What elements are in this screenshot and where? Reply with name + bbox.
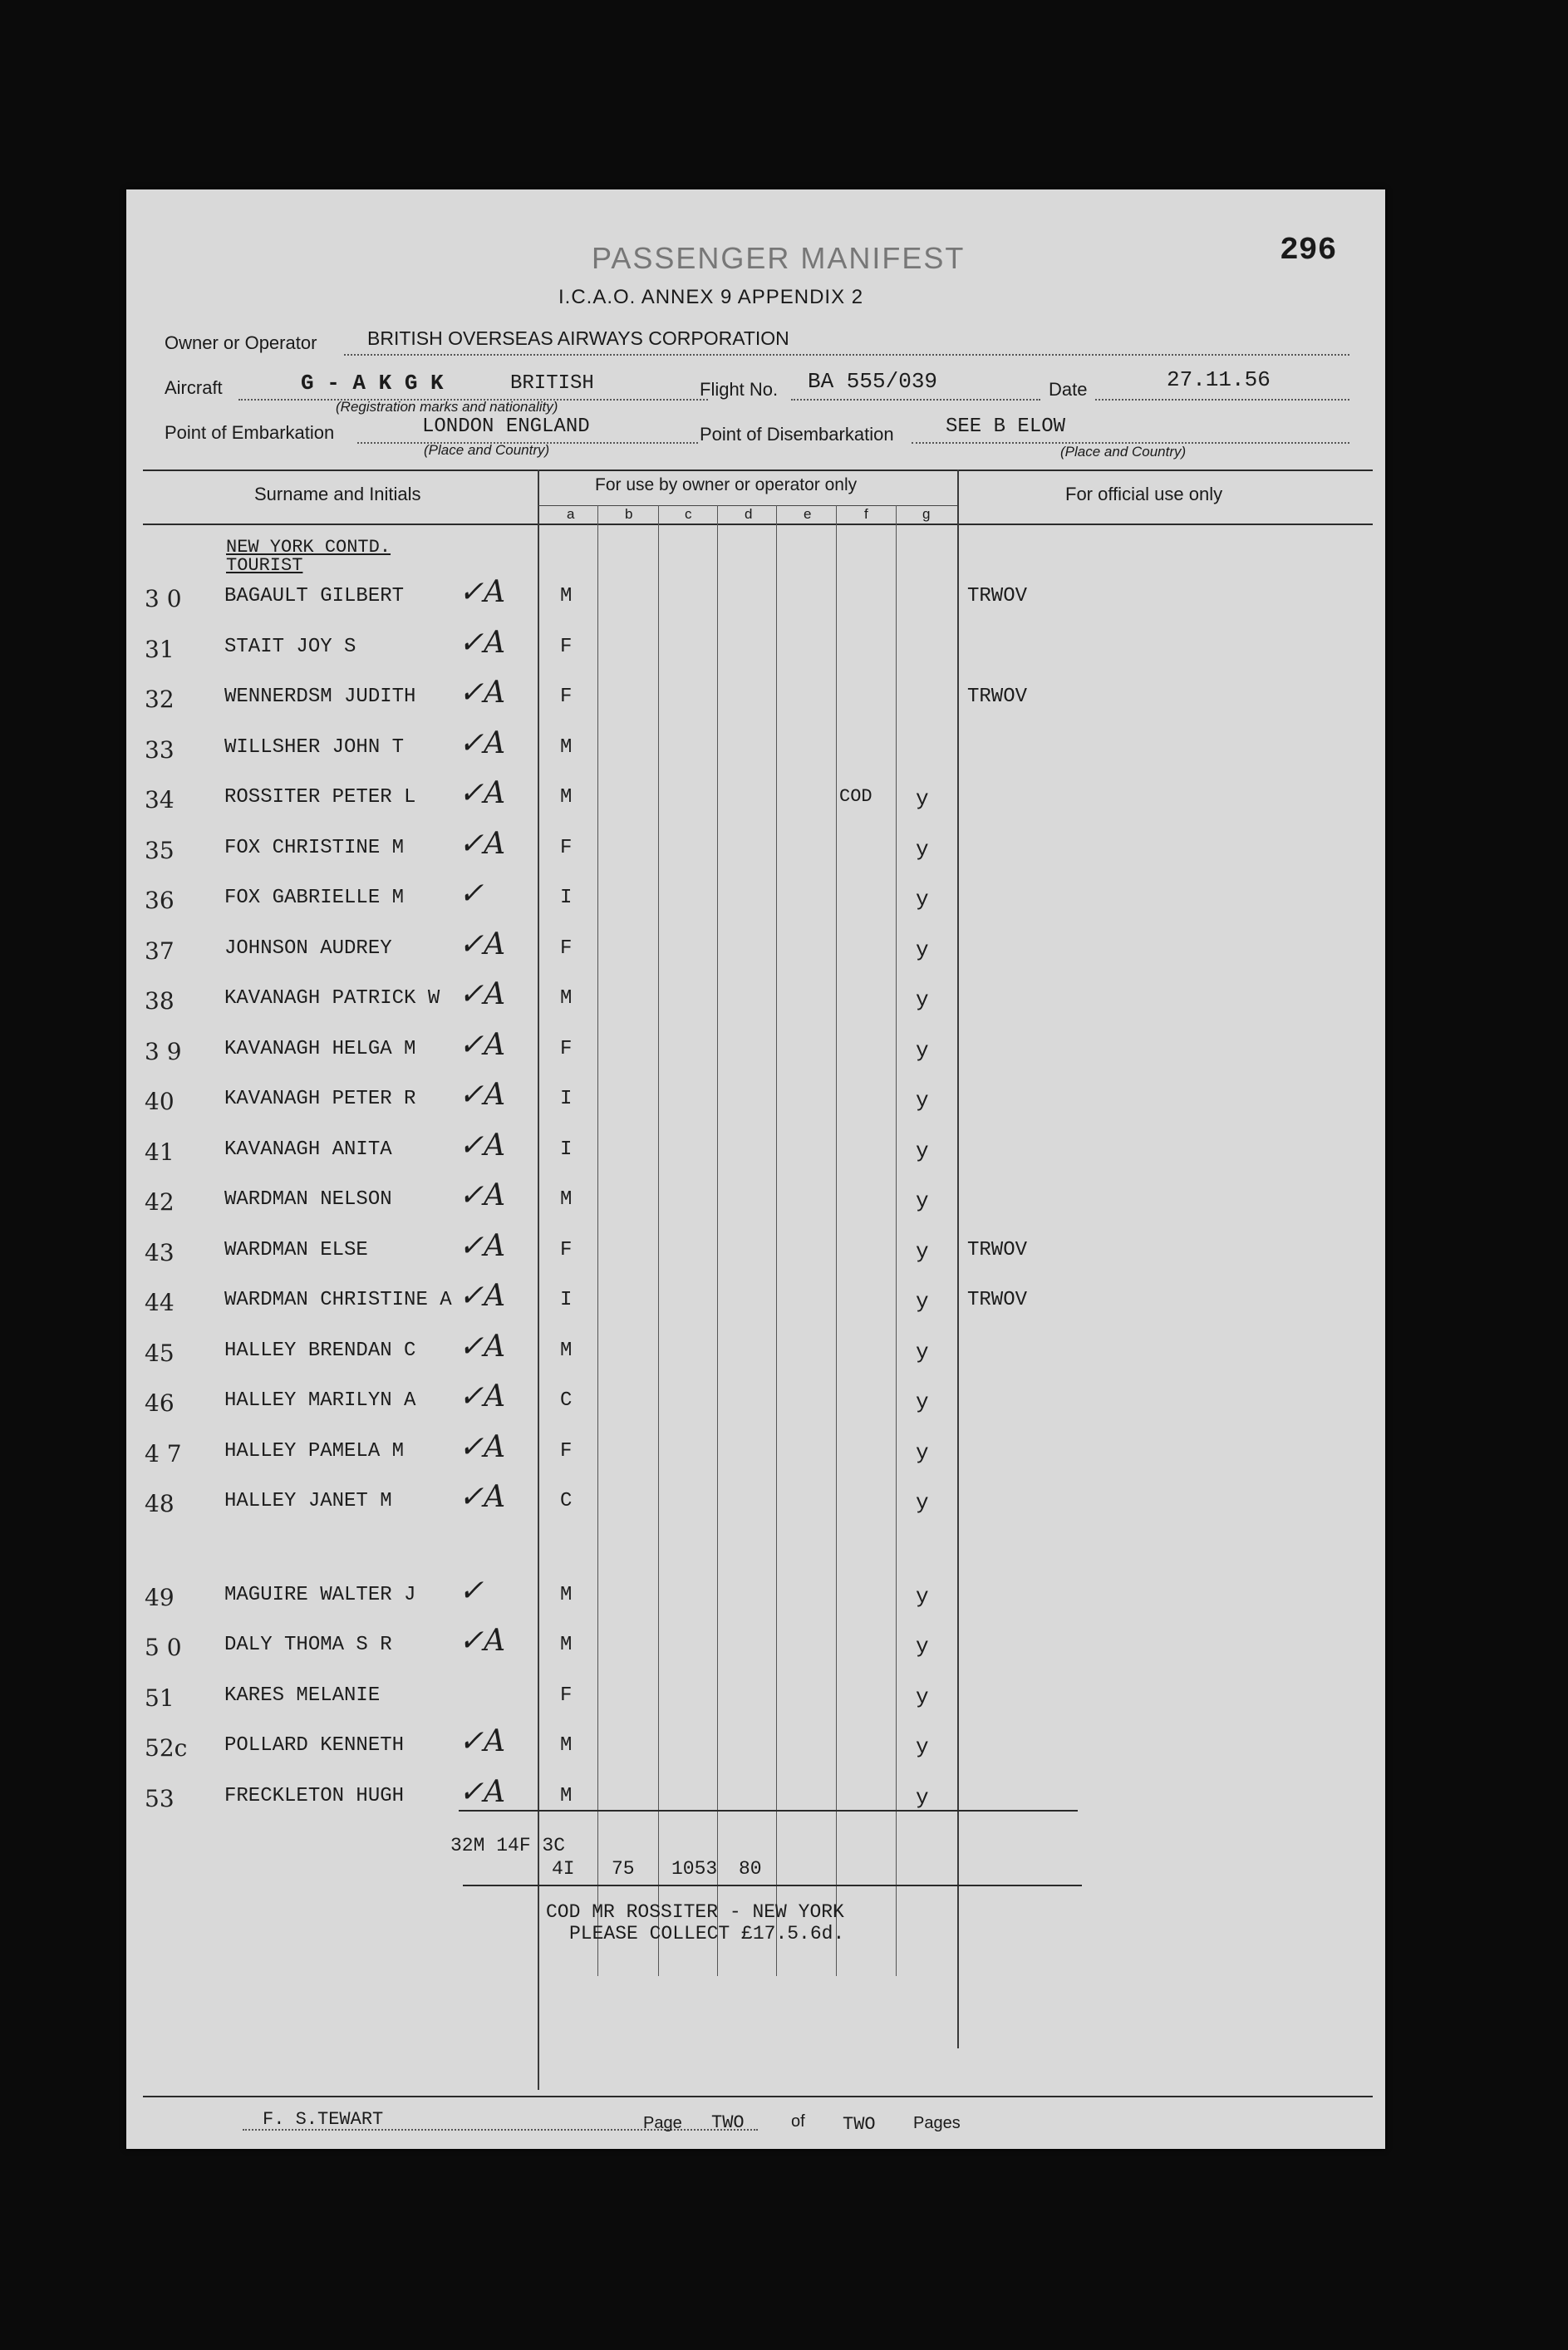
row-number: 3 0	[145, 585, 182, 612]
embark-value: LONDON ENGLAND	[422, 415, 590, 438]
sex-code: M	[560, 585, 573, 607]
row-number: 38	[145, 987, 174, 1015]
pages-label: Pages	[913, 2114, 961, 2132]
cod-marker: COD	[839, 786, 872, 807]
row-number: 52c	[145, 1734, 188, 1762]
sex-code: M	[560, 735, 573, 759]
col-g-mark: y	[916, 1784, 929, 1810]
page-number: 296	[1280, 233, 1337, 268]
passenger-name: KAVANAGH HELGA M	[224, 1037, 416, 1060]
of-label: of	[791, 2112, 805, 2131]
passenger-name: WARDMAN NELSON	[224, 1188, 392, 1211]
verification-tick: ✓A	[459, 676, 506, 710]
table-row	[126, 927, 1373, 974]
sex-code: M	[560, 786, 573, 809]
table-row	[126, 1329, 1373, 1376]
verification-tick: ✓A	[459, 1178, 506, 1212]
row-number: 5 0	[145, 1634, 182, 1661]
col-g-mark: y	[916, 1439, 929, 1465]
table-row	[126, 1429, 1373, 1477]
row-number: 32	[145, 686, 174, 713]
embark-caption: (Place and Country)	[424, 442, 550, 458]
sex-code: F	[560, 836, 573, 859]
passenger-name: KAVANAGH PATRICK W	[224, 987, 440, 1010]
note-line1: COD MR ROSSITER - NEW YORK	[546, 1901, 844, 1923]
table-row	[126, 575, 1373, 622]
col-g-mark: y	[916, 1634, 929, 1659]
totals-line1: 32M 14F 3C	[450, 1835, 566, 1856]
official-mark: TRWOV	[967, 585, 1028, 607]
disembark-caption: (Place and Country)	[1060, 444, 1187, 460]
manifest-title: PASSENGER MANIFEST	[592, 241, 966, 275]
manifest-subtitle: I.C.A.O. ANNEX 9 APPENDIX 2	[558, 286, 864, 308]
passenger-name: ROSSITER PETER L	[224, 786, 416, 809]
totals-d: 80	[739, 1858, 762, 1880]
verification-tick: ✓A	[459, 1128, 506, 1163]
row-number: 46	[145, 1389, 174, 1417]
passenger-name: JOHNSON AUDREY	[224, 937, 392, 960]
sub-column-b: b	[625, 506, 633, 522]
row-number: 48	[145, 1490, 174, 1517]
col-g-mark: y	[916, 1088, 929, 1113]
official-mark: TRWOV	[967, 686, 1028, 708]
registration-caption: (Registration marks and nationality)	[336, 399, 558, 415]
disembark-value: SEE B ELOW	[946, 415, 1066, 438]
col-g-mark: y	[916, 887, 929, 912]
row-number: 35	[145, 836, 174, 864]
official-mark: TRWOV	[967, 1238, 1028, 1261]
table-row	[126, 1573, 1373, 1620]
passenger-name: KAVANAGH ANITA	[224, 1138, 392, 1161]
sex-code: M	[560, 1634, 573, 1656]
row-number: 45	[145, 1339, 174, 1367]
passenger-name: FRECKLETON HUGH	[224, 1784, 405, 1807]
verification-tick: ✓A	[459, 977, 506, 1011]
table-row	[126, 1379, 1373, 1426]
sub-column-f: f	[864, 506, 868, 522]
verification-tick: ✓A	[459, 1480, 506, 1514]
verification-tick: ✓A	[459, 1279, 506, 1313]
sex-code: M	[560, 1339, 573, 1362]
verification-tick: ✓A	[459, 826, 506, 861]
col-g-mark: y	[916, 1289, 929, 1314]
verification-tick: ✓A	[459, 1379, 506, 1413]
row-number: 31	[145, 635, 174, 663]
sex-code: I	[560, 1138, 573, 1161]
official-use-header: For official use only	[1065, 484, 1223, 504]
row-number: 40	[145, 1088, 174, 1115]
page-value: TWO	[711, 2112, 745, 2133]
passenger-name: FOX CHRISTINE M	[224, 836, 405, 859]
verification-tick: ✓A	[459, 1329, 506, 1364]
section-destination: NEW YORK CONTD.	[226, 537, 391, 558]
sex-code: F	[560, 686, 573, 708]
sex-code: I	[560, 1289, 573, 1311]
table-row	[126, 725, 1373, 773]
sex-code: C	[560, 1490, 573, 1512]
table-row	[126, 1480, 1373, 1527]
col-g-mark: y	[916, 1238, 929, 1264]
prepared-by: F. S.TEWART	[263, 2109, 384, 2130]
disembark-label: Point of Disembarkation	[700, 424, 894, 445]
sub-column-e: e	[804, 506, 812, 522]
of-value: TWO	[843, 2114, 876, 2135]
table-row	[126, 1078, 1373, 1124]
sub-column-g: g	[922, 506, 931, 522]
verification-tick: ✓A	[459, 1228, 506, 1263]
passenger-name: DALY THOMA S R	[224, 1634, 392, 1656]
official-mark: TRWOV	[967, 1289, 1028, 1311]
embark-label: Point of Embarkation	[165, 422, 335, 443]
passenger-name: MAGUIRE WALTER J	[224, 1583, 416, 1606]
manifest-sheet	[126, 189, 1385, 2149]
table-row	[126, 776, 1373, 823]
table-row	[126, 1128, 1373, 1175]
col-g-mark: y	[916, 1138, 929, 1163]
table-row	[126, 1774, 1373, 1821]
verification-tick: ✓A	[459, 1429, 506, 1464]
passenger-name: WARDMAN CHRISTINE A	[224, 1289, 452, 1311]
section-class: TOURIST	[226, 555, 303, 576]
owner-label: Owner or Operator	[165, 332, 317, 353]
sex-code: I	[560, 887, 573, 909]
row-number: 33	[145, 735, 174, 764]
passenger-name: HALLEY BRENDAN C	[224, 1339, 416, 1362]
sex-code: M	[560, 1784, 573, 1807]
verification-tick: ✓A	[459, 776, 506, 810]
sex-code: M	[560, 987, 573, 1010]
date-label: Date	[1049, 379, 1088, 400]
col-g-mark: y	[916, 987, 929, 1012]
row-number: 53	[145, 1784, 174, 1812]
aircraft-nationality: BRITISH	[510, 372, 594, 395]
col-g-mark: y	[916, 786, 929, 811]
verification-tick: ✓A	[459, 1027, 506, 1062]
verification-tick: ✓A	[459, 1774, 506, 1809]
totals-c: 1053	[671, 1858, 718, 1880]
table-row	[126, 877, 1373, 923]
owner-use-header: For use by owner or operator only	[595, 475, 858, 494]
passenger-name: STAIT JOY S	[224, 635, 356, 658]
table-row	[126, 625, 1373, 672]
row-number: 34	[145, 786, 174, 814]
passenger-name: HALLEY JANET M	[224, 1490, 392, 1512]
verification-tick: ✓	[459, 877, 484, 911]
row-number: 49	[145, 1583, 174, 1611]
col-g-mark: y	[916, 1037, 929, 1063]
verification-tick: ✓A	[459, 575, 506, 609]
passenger-name: WARDMAN ELSE	[224, 1238, 368, 1261]
totals-b: 75	[612, 1858, 635, 1880]
col-g-mark: y	[916, 1188, 929, 1213]
sex-code: C	[560, 1389, 573, 1412]
sex-code: F	[560, 1238, 573, 1261]
table-row	[126, 676, 1373, 722]
passenger-name: KAVANAGH PETER R	[224, 1088, 416, 1110]
verification-tick: ✓A	[459, 1624, 506, 1658]
passenger-name: POLLARD KENNETH	[224, 1734, 405, 1757]
col-g-mark: y	[916, 1684, 929, 1709]
passenger-name: BAGAULT GILBERT	[224, 585, 405, 607]
sex-code: F	[560, 635, 573, 658]
row-number: 36	[145, 887, 174, 914]
passenger-name: WENNERDSM JUDITH	[224, 686, 416, 708]
verification-tick: ✓	[459, 1573, 484, 1608]
col-g-mark: y	[916, 1734, 929, 1759]
col-g-mark: y	[916, 1583, 929, 1609]
aircraft-label: Aircraft	[165, 377, 223, 398]
table-row	[126, 1279, 1373, 1325]
col-g-mark: y	[916, 836, 929, 862]
row-number: 42	[145, 1188, 174, 1216]
table-row	[126, 977, 1373, 1024]
sex-code: F	[560, 937, 573, 960]
row-number: 43	[145, 1238, 174, 1266]
row-number: 37	[145, 937, 174, 965]
verification-tick: ✓A	[459, 927, 506, 961]
sex-code: M	[560, 1583, 573, 1606]
verification-tick: ✓A	[459, 1724, 506, 1758]
row-number: 4 7	[145, 1439, 182, 1468]
sub-column-d: d	[745, 506, 753, 522]
table-row	[126, 1178, 1373, 1225]
sex-code: F	[560, 1439, 573, 1463]
table-row	[126, 1724, 1373, 1771]
page-label: Page	[643, 2114, 682, 2132]
flight-label: Flight No.	[700, 379, 779, 400]
verification-tick: ✓A	[459, 1078, 506, 1112]
sex-code: F	[560, 1684, 573, 1707]
row-number: 3 9	[145, 1037, 182, 1065]
table-row	[126, 1624, 1373, 1670]
aircraft-value: G - A K G K	[301, 371, 444, 396]
sex-code: F	[560, 1037, 573, 1060]
owner-value: BRITISH OVERSEAS AIRWAYS CORPORATION	[367, 327, 789, 349]
note-line2: PLEASE COLLECT £17.5.6d.	[569, 1923, 845, 1944]
surname-column-header: Surname and Initials	[254, 484, 421, 504]
sex-code: I	[560, 1088, 573, 1110]
table-row	[126, 826, 1373, 873]
verification-tick: ✓A	[459, 725, 506, 760]
row-number: 51	[145, 1684, 174, 1712]
flight-value: BA 555/039	[808, 369, 938, 394]
passenger-name: WILLSHER JOHN T	[224, 735, 405, 759]
passenger-name: HALLEY PAMELA M	[224, 1439, 405, 1463]
sex-code: M	[560, 1188, 573, 1211]
row-number: 44	[145, 1289, 174, 1316]
table-row	[126, 1027, 1373, 1074]
passenger-name: HALLEY MARILYN A	[224, 1389, 416, 1412]
col-g-mark: y	[916, 1389, 929, 1414]
col-g-mark: y	[916, 1490, 929, 1515]
col-g-mark: y	[916, 1339, 929, 1364]
sub-column-a: a	[567, 506, 575, 522]
date-value: 27.11.56	[1167, 367, 1271, 392]
sub-column-c: c	[685, 506, 692, 522]
passenger-name: KARES MELANIE	[224, 1684, 381, 1707]
passenger-name: FOX GABRIELLE M	[224, 887, 405, 909]
col-g-mark: y	[916, 937, 929, 962]
row-number: 41	[145, 1138, 174, 1166]
table-row	[126, 1228, 1373, 1276]
table-row	[126, 1679, 1373, 1721]
totals-a: 4I	[552, 1858, 575, 1880]
sex-code: M	[560, 1734, 573, 1757]
verification-tick: ✓A	[459, 625, 506, 660]
